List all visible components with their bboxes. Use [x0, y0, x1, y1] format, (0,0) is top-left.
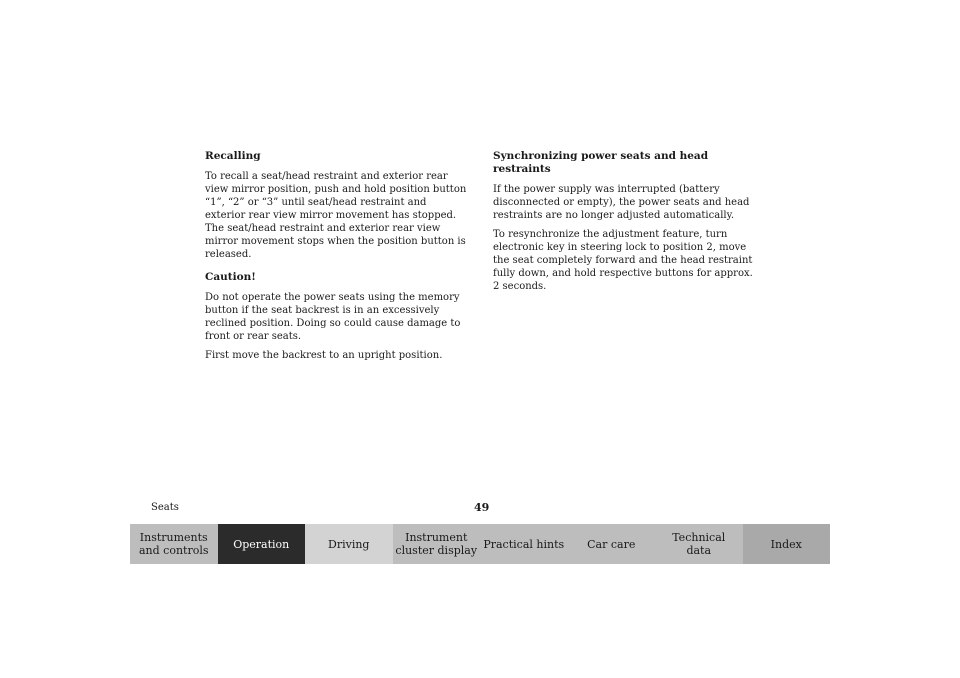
tab-instrument-cluster-display[interactable]: Instrument cluster display [393, 524, 481, 564]
sync-text: If the power supply was interrupted (battery disconnected or empty), the power seats and head restraints are no longer adjusted automatically. [493, 184, 750, 221]
section-label: Seats [151, 502, 179, 513]
nav-tabs [130, 524, 830, 564]
tab-technical-data[interactable]: Technical data [655, 524, 743, 564]
sync-heading: Synchronizing power seats and head restraints [493, 150, 709, 175]
tab-operation[interactable]: Operation [218, 524, 306, 564]
tab-driving[interactable]: Driving [305, 524, 393, 564]
tab-practical-hints[interactable]: Practical hints [480, 524, 568, 564]
left-column [205, 150, 467, 368]
caution-heading: Caution! [205, 271, 256, 283]
sync-text-2: To resynchronize the adjustment feature, turn electronic key in steering lock to position 2, move the seat completely forward and the head restraint fully down, and hold respective buttons for approx. 2 seconds. [493, 229, 753, 292]
tab-instruments-and-controls[interactable]: Instruments and controls [130, 524, 218, 564]
recalling-text: To recall a seat/head restraint and exterior rear view mirror position, push and hold position button “1”, “2” or “3” until seat/head restraint and exterior rear view mirror movement has stopped. The seat/head restraint and exterior rear view mirror movement stops when the position button is released. [205, 171, 467, 260]
right-column [493, 150, 755, 299]
page-number: 49 [474, 501, 490, 514]
tab-index[interactable]: Index [743, 524, 831, 564]
recalling-heading: Recalling [205, 150, 261, 162]
caution-text: Do not operate the power seats using the memory button if the seat backrest is in an excessively reclined position. Doing so could cause damage to front or rear seats. [205, 292, 461, 342]
caution-text-2: First move the backrest to an upright position. [205, 350, 443, 361]
tab-car-care[interactable]: Car care [568, 524, 656, 564]
